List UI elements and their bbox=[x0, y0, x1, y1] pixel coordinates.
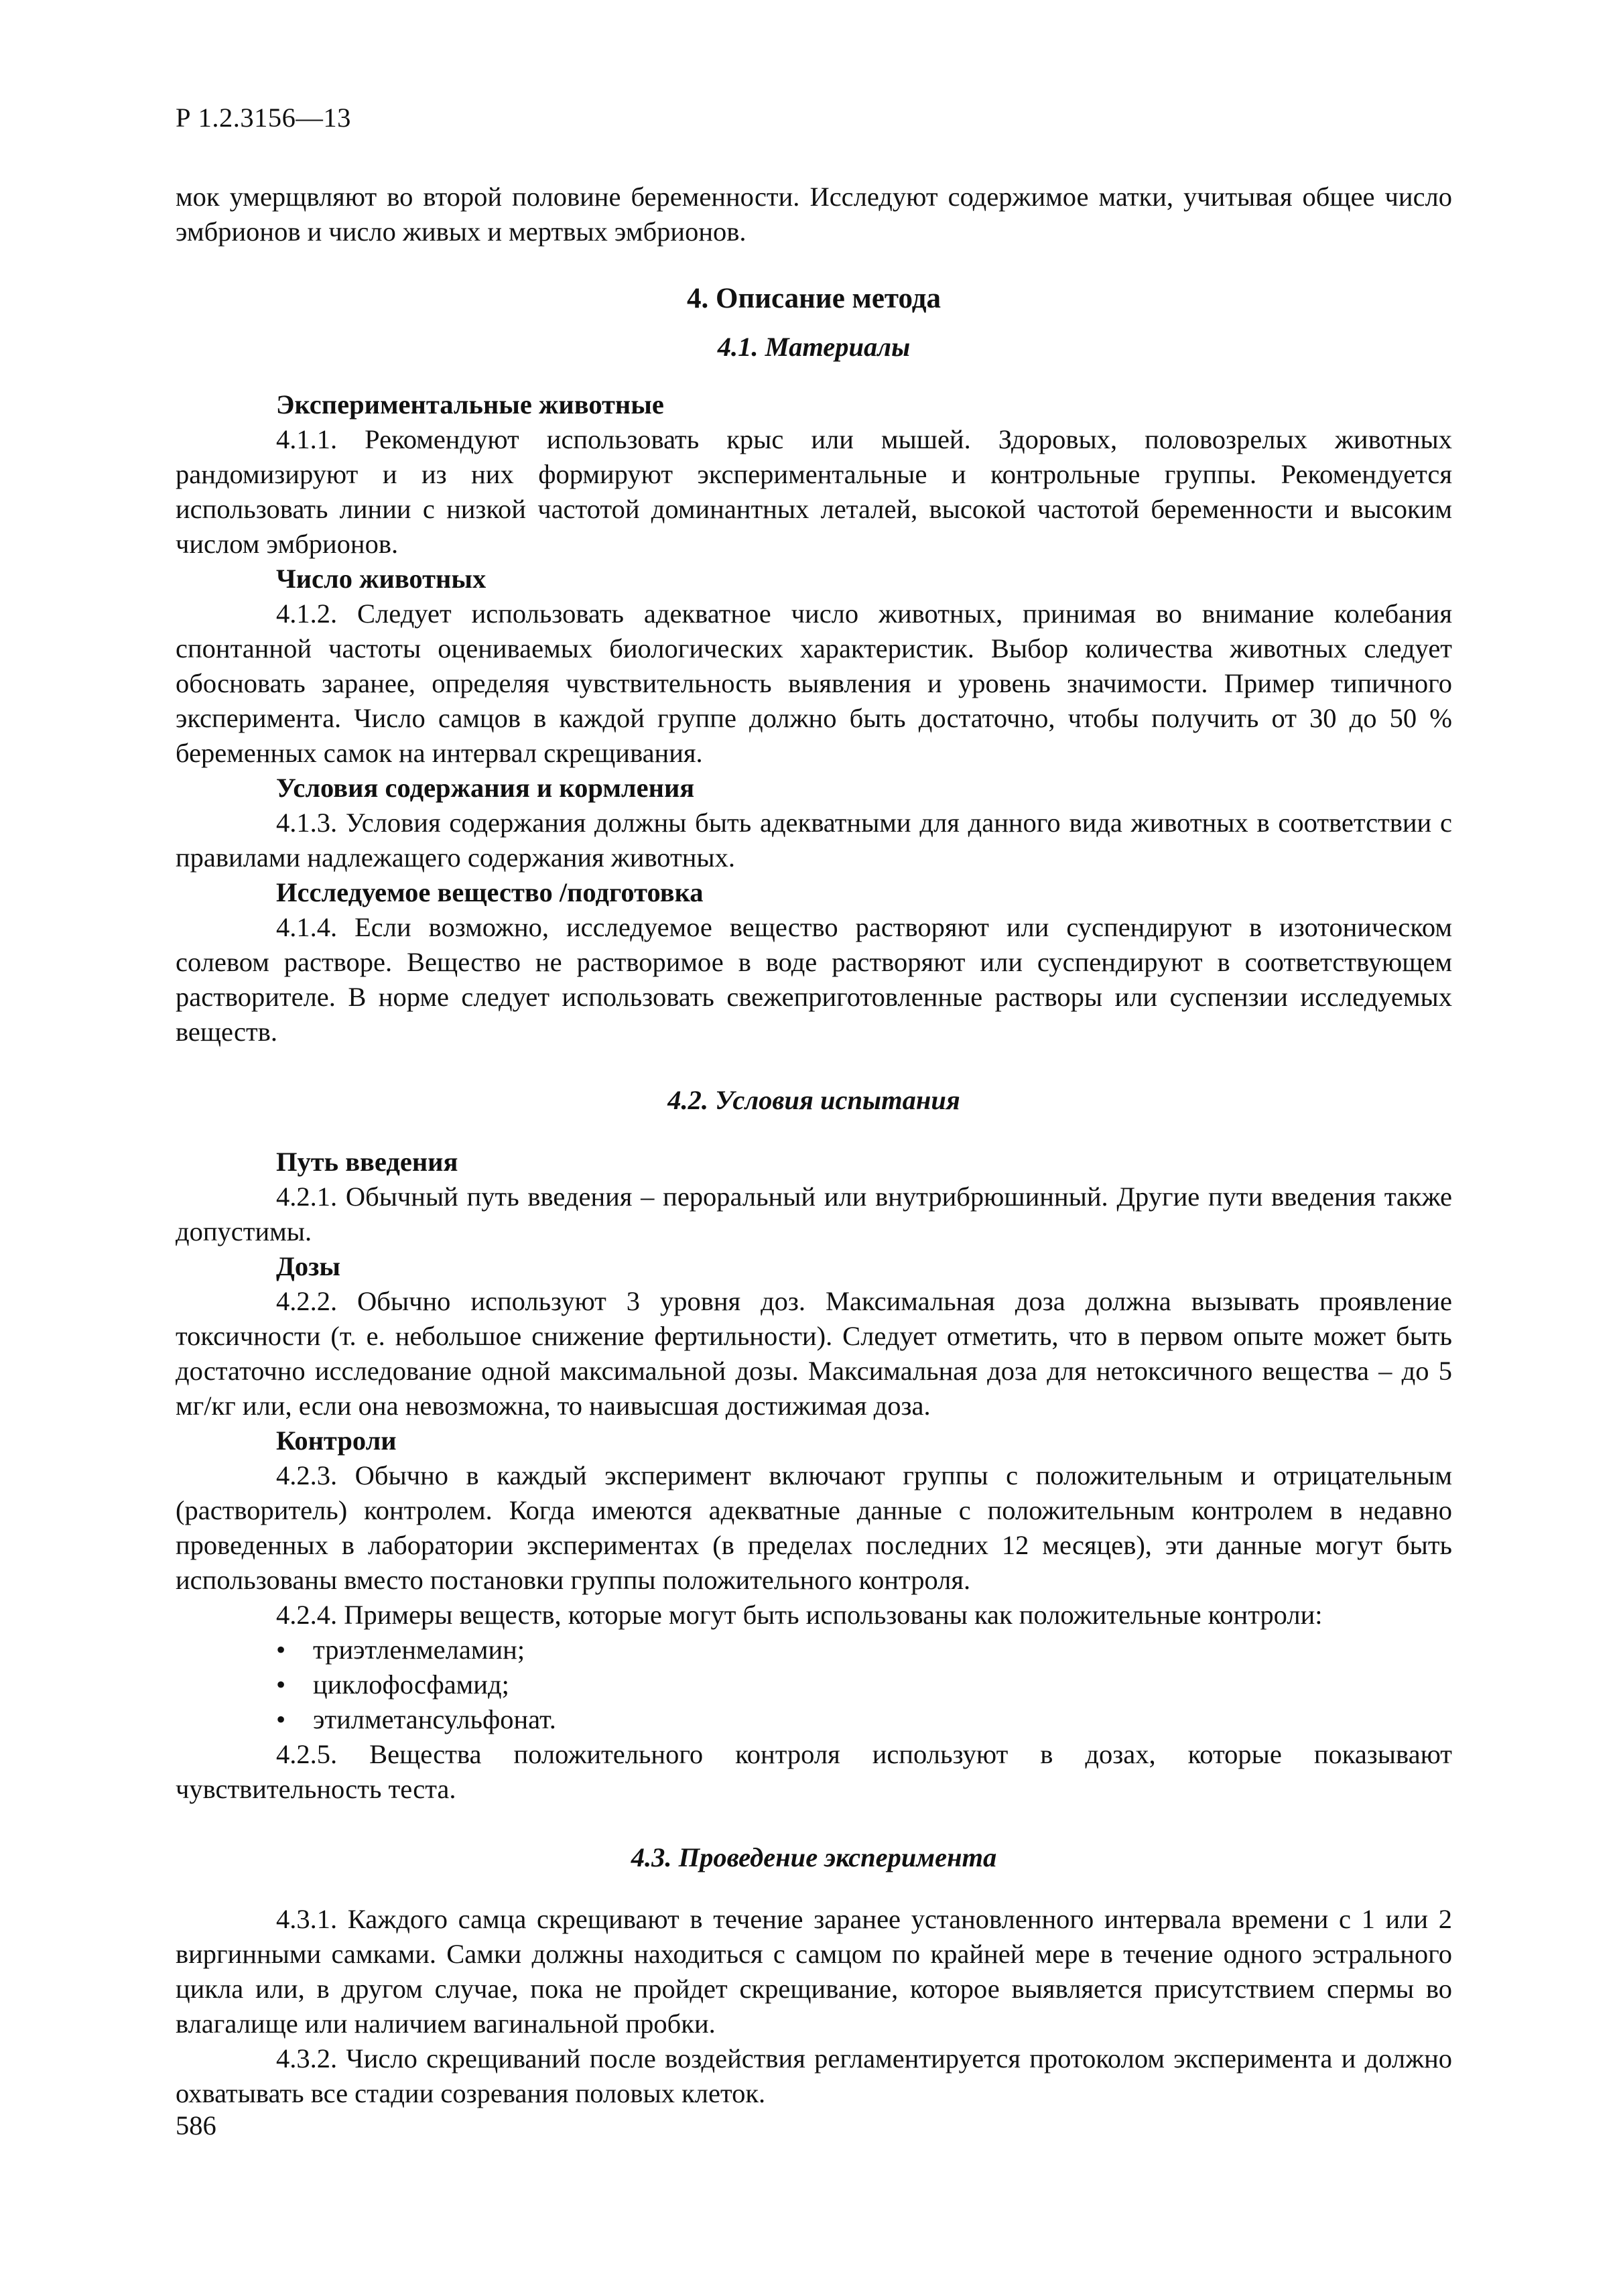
heading-doses: Дозы bbox=[276, 1251, 341, 1281]
list-item-text: циклофосфамид; bbox=[313, 1669, 509, 1700]
list-item bbox=[276, 1667, 1452, 1702]
paragraph-4-2-2: 4.2.2. Обычно используют 3 уровня доз. Максимальная доза должна вызывать проявление токсичности (т. е. небольшое снижение фертильности). Следует отметить, что в первом опыте может быть достаточно исследование одной максимальной дозы. Максимальная доза для нетоксичного вещества – до 5 мг/кг или, если она невозможна, то наивысшая достижимая доза. bbox=[176, 1286, 1452, 1421]
intro-paragraph: мок умерщвляют во второй половине беременности. Исследуют содержимое матки, учитывая общее число эмбрионов и число живых и мертвых эмбрионов. bbox=[176, 182, 1452, 247]
list-item-text: триэтленмеламин; bbox=[313, 1635, 525, 1665]
heading-route-of-administration: Путь введения bbox=[276, 1147, 458, 1177]
bullet-icon: • bbox=[276, 1704, 286, 1734]
paragraph-4-1-1: 4.1.1. Рекомендуют использовать крыс или мышей. Здоровых, половозрелых животных рандомизируют и из них формируют экспериментальные и контрольные группы. Рекомендуется использовать линии с низкой частотой доминантных леталей, высокой частотой беременности и высоким числом эмбрионов. bbox=[176, 424, 1452, 559]
paragraph-4-1-2: 4.1.2. Следует использовать адекватное число животных, принимая во внимание колебания спонтанной частоты оцениваемых биологических характеристик. Выбор количества животных следует обосновать заранее, определяя чувствительность выявления и уровень значимости. Пример типичного эксперимента. Число самцов в каждой группе должно быть достаточно, чтобы получить от 30 до 50 % беременных самок на интервал скрещивания. bbox=[176, 598, 1452, 768]
heading-experimental-animals: Экспериментальные животные bbox=[276, 389, 664, 420]
paragraph-4-2-3: 4.2.3. Обычно в каждый эксперимент включают группы с положительным и отрицательным (растворитель) контролем. Когда имеются адекватные данные с положительным контролем в недавно проведенных в лаборатории экспериментах (в пределах последних 12 месяцев), эти данные могут быть использованы вместо постановки группы положительного контроля. bbox=[176, 1460, 1452, 1595]
paragraph-4-3-2: 4.3.2. Число скрещиваний после воздействия регламентируется протоколом эксперимента и должно охватывать все стадии созревания половых клеток. bbox=[176, 2043, 1452, 2108]
section-4-2-title: 4.2. Условия испытания bbox=[667, 1085, 960, 1115]
positive-controls-list bbox=[176, 1633, 1452, 1737]
paragraph-4-3-1: 4.3.1. Каждого самца скрещивают в течение заранее установленного интервала времени с 1 или 2 виргинными самками. Самки должны находиться с самцом по крайней мере в течение одного эстрального цикла или, в другом случае, пока не пройдет скрещивание, которое выявляется присутствием спермы во влагалище или наличием вагинальной пробки. bbox=[176, 1904, 1452, 2039]
paragraph-4-1-4: 4.1.4. Если возможно, исследуемое вещество растворяют или суспендируют в изотоническом солевом растворе. Вещество не растворимое в воде растворяют или суспендируют в соответствующем растворителе. В норме следует использовать свежеприготовленные растворы или суспензии исследуемых веществ. bbox=[176, 912, 1452, 1047]
heading-controls: Контроли bbox=[276, 1425, 397, 1456]
paragraph-4-2-1: 4.2.1. Обычный путь введения – пероральный или внутрибрюшинный. Другие пути введения также допустимы. bbox=[176, 1182, 1452, 1247]
heading-test-substance: Исследуемое вещество /подготовка bbox=[276, 877, 704, 907]
list-item bbox=[276, 1702, 1452, 1737]
bullet-icon: • bbox=[276, 1669, 286, 1700]
heading-housing-conditions: Условия содержания и кормления bbox=[276, 773, 695, 803]
section-4-1-title: 4.1. Материалы bbox=[717, 332, 911, 362]
list-item-text: этилметансульфонат. bbox=[313, 1704, 556, 1734]
document-page bbox=[176, 101, 1452, 2111]
bullet-icon: • bbox=[276, 1635, 286, 1665]
section-4-title: 4. Описание метода bbox=[687, 283, 941, 314]
paragraph-4-1-3: 4.1.3. Условия содержания должны быть адекватными для данного вида животных в соответствии с правилами надлежащего содержания животных. bbox=[176, 808, 1452, 873]
page-number: 586 bbox=[176, 2110, 216, 2141]
list-item bbox=[276, 1633, 1452, 1667]
document-code: Р 1.2.3156—13 bbox=[176, 103, 351, 133]
heading-number-of-animals: Число животных bbox=[276, 564, 486, 594]
paragraph-4-2-4: 4.2.4. Примеры веществ, которые могут быть использованы как положительные контроли: bbox=[276, 1600, 1323, 1630]
section-4-3-title: 4.3. Проведение эксперимента bbox=[631, 1842, 997, 1872]
paragraph-4-2-5: 4.2.5. Вещества положительного контроля используют в дозах, которые показывают чувствительность теста. bbox=[176, 1739, 1452, 1804]
